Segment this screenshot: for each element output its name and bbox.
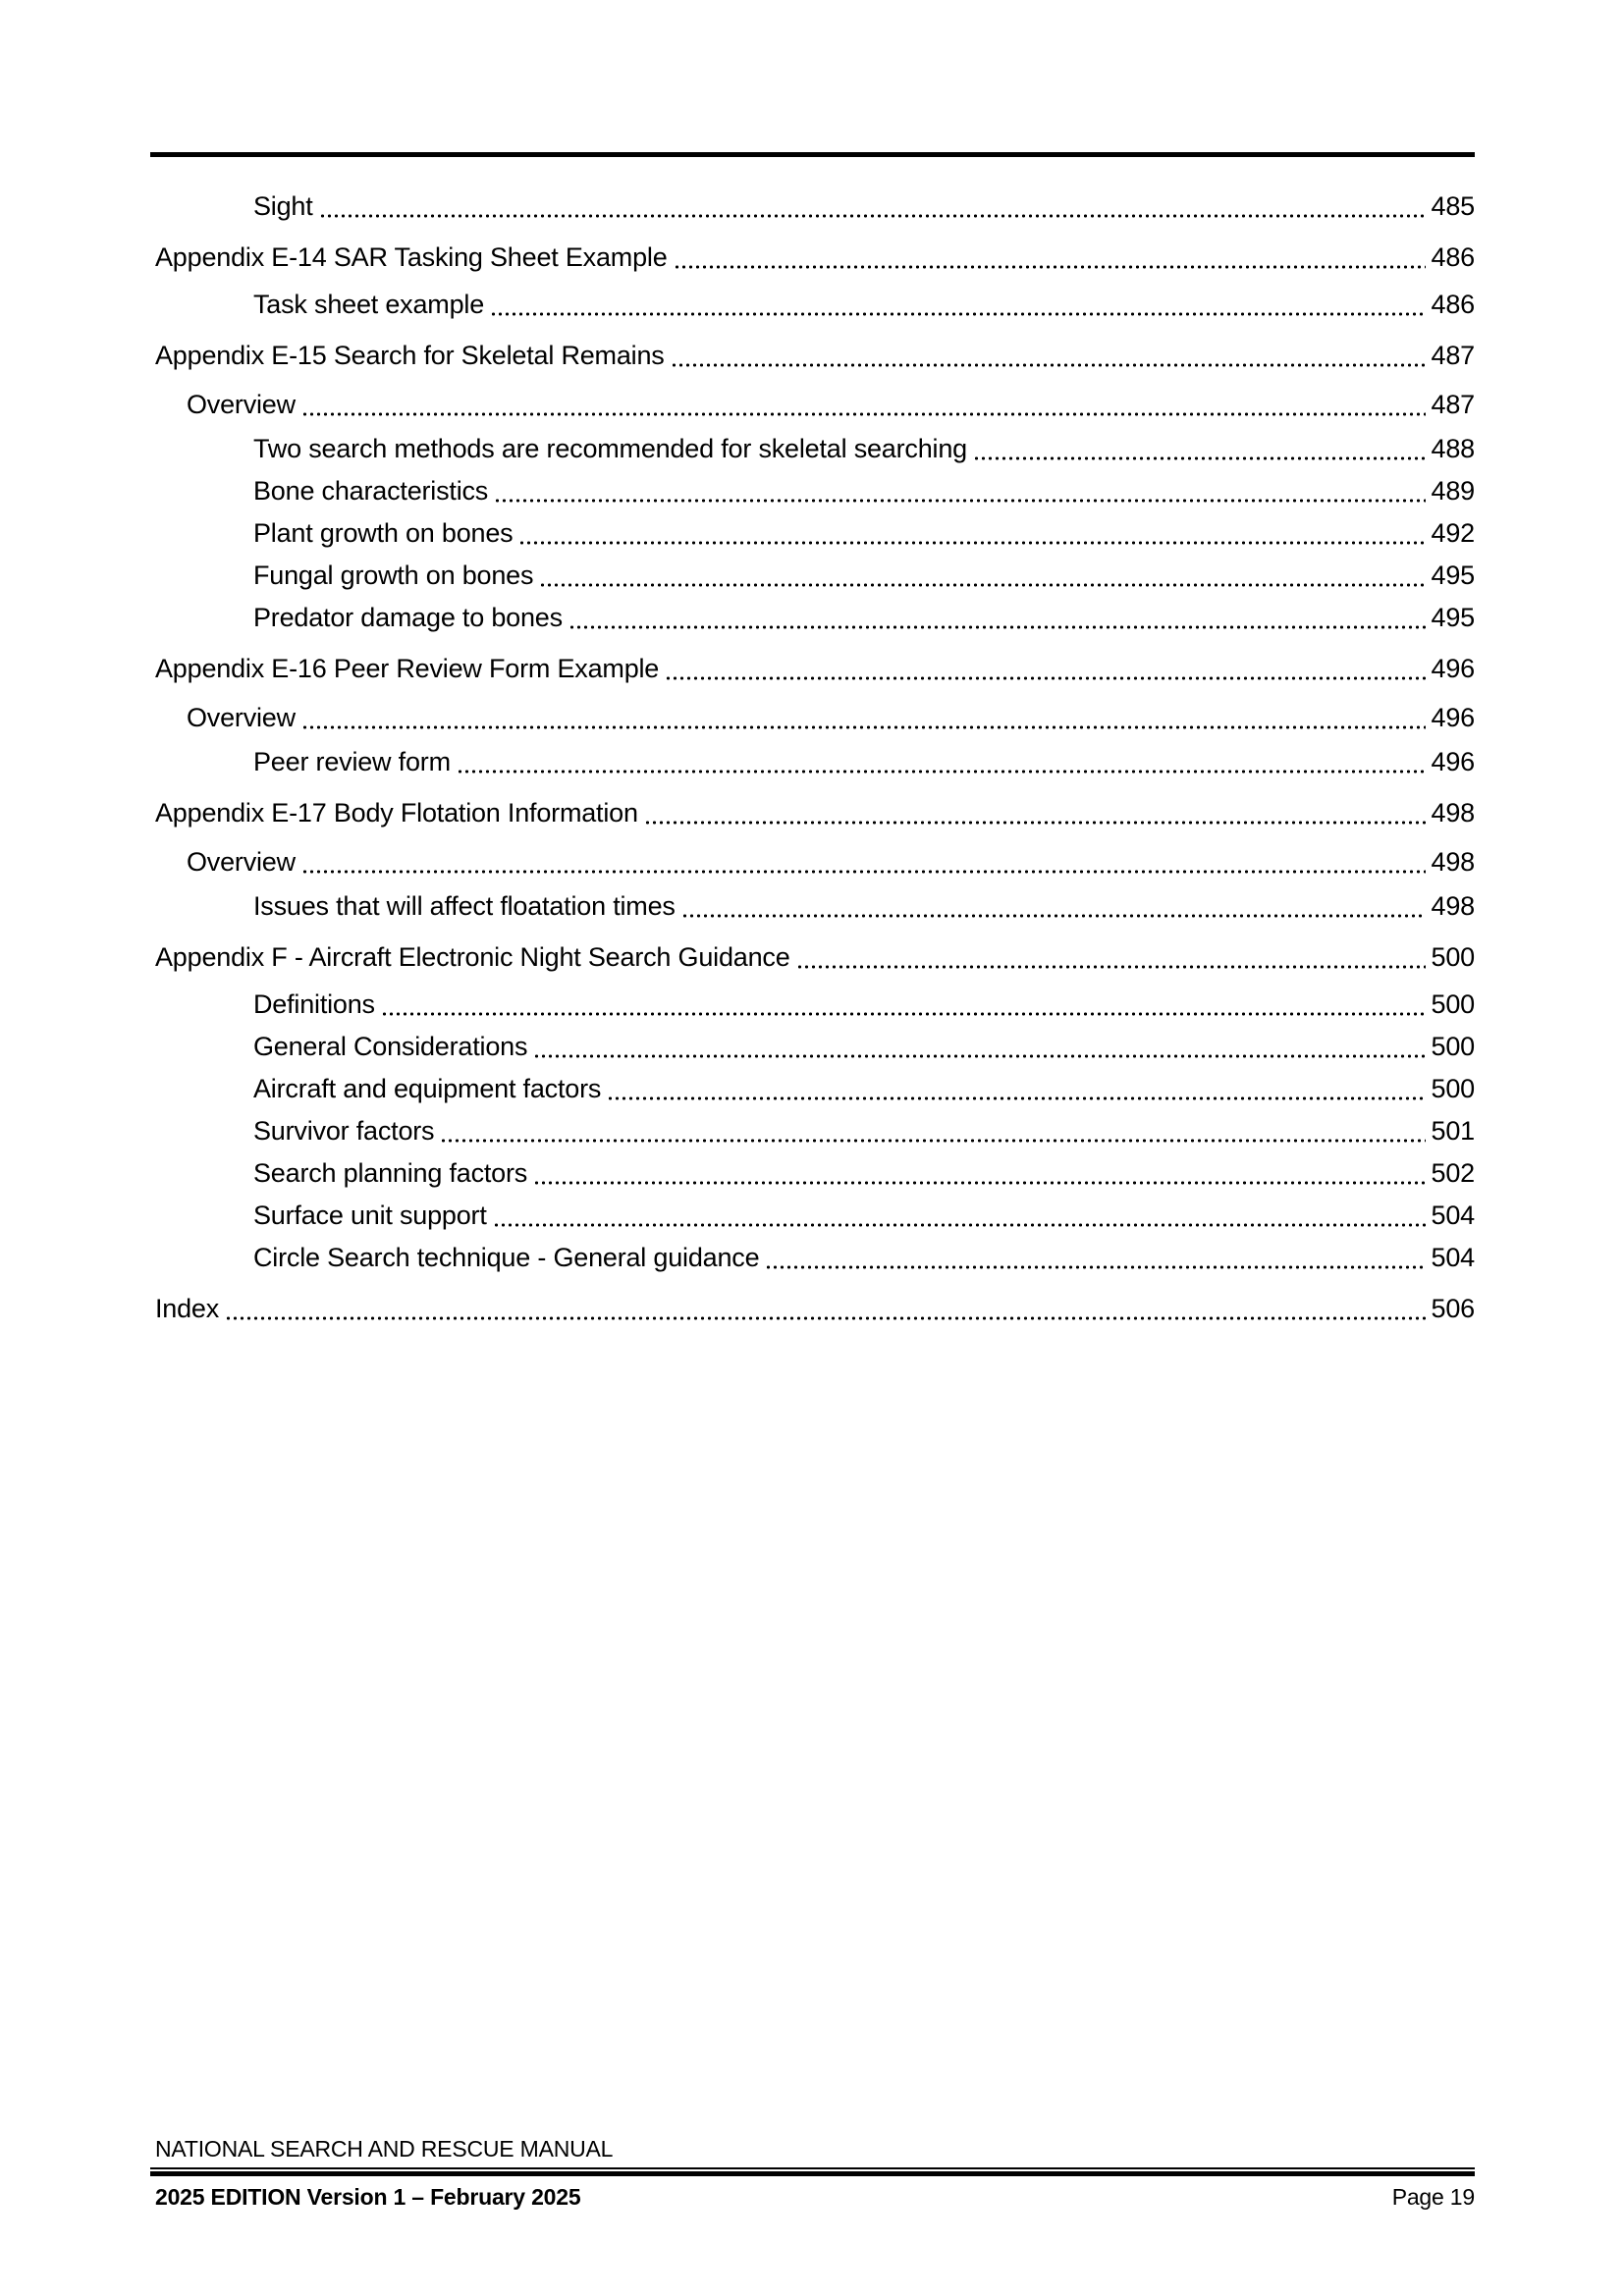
toc-entry[interactable]: [155, 1110, 1475, 1152]
toc-entry-page: 498: [1431, 847, 1475, 877]
toc-entry-title: Predator damage to bones: [253, 603, 563, 632]
dot-leader: [301, 718, 1426, 729]
toc-entry-page: 495: [1431, 561, 1475, 590]
dot-leader: [493, 1215, 1426, 1227]
toc-entry-title: Issues that will affect floatation times: [253, 891, 676, 921]
toc-entry-page: 500: [1431, 1074, 1475, 1103]
dot-leader: [457, 762, 1426, 774]
toc-entry[interactable]: [155, 428, 1475, 470]
toc-entry-title: Fungal growth on bones: [253, 561, 534, 590]
dot-leader: [319, 206, 1426, 218]
dot-leader: [225, 1308, 1425, 1320]
toc-entry-page: 500: [1431, 989, 1475, 1019]
dot-leader: [539, 575, 1425, 587]
toc-entry[interactable]: [155, 186, 1475, 228]
toc-entry-page: 504: [1431, 1243, 1475, 1272]
toc-entry[interactable]: [155, 470, 1475, 512]
footer-rule-thin: [150, 2167, 1475, 2169]
dot-leader: [674, 257, 1426, 269]
toc-entry[interactable]: [155, 1026, 1475, 1068]
toc-entry-title: Overview: [187, 847, 296, 877]
toc-entry-page: 500: [1431, 1032, 1475, 1061]
toc-entry-title: Circle Search technique - General guidance: [253, 1243, 760, 1272]
toc-entry[interactable]: [155, 512, 1475, 555]
toc-entry-title: Index: [155, 1294, 220, 1323]
toc-entry-title: Survivor factors: [253, 1116, 435, 1146]
dot-leader: [644, 813, 1426, 825]
toc-entry-title: Overview: [187, 390, 296, 419]
toc-entry-title: Appendix E-16 Peer Review Form Example: [155, 654, 660, 683]
toc-entry[interactable]: [155, 237, 1475, 279]
toc-entry-page: 496: [1431, 703, 1475, 732]
toc-entry[interactable]: [155, 984, 1475, 1026]
dot-leader: [381, 1004, 1426, 1016]
dot-leader: [796, 957, 1426, 969]
footer-page-number: Page 19: [1391, 2184, 1475, 2210]
toc-entry-page: 488: [1431, 434, 1475, 463]
toc-entry-title: Appendix F - Aircraft Electronic Night Search Guidance: [155, 942, 790, 972]
toc-entry-page: 498: [1431, 891, 1475, 921]
toc-entry-title: Appendix E-14 SAR Tasking Sheet Example: [155, 242, 668, 272]
toc-entry[interactable]: [155, 597, 1475, 639]
toc-entry-title: General Considerations: [253, 1032, 528, 1061]
toc-entry-page: 485: [1431, 191, 1475, 221]
dot-leader: [533, 1173, 1425, 1185]
toc-entry[interactable]: [155, 648, 1475, 690]
toc-entry[interactable]: [155, 741, 1475, 783]
toc-entry-page: 498: [1431, 798, 1475, 828]
dot-leader: [765, 1257, 1425, 1269]
toc-entry-title: Sight: [253, 191, 313, 221]
toc-entry[interactable]: [155, 885, 1475, 928]
dot-leader: [301, 862, 1426, 874]
dot-leader: [973, 449, 1426, 460]
dot-leader: [568, 617, 1426, 629]
toc-entry-title: Search planning factors: [253, 1158, 528, 1188]
toc-entry[interactable]: [155, 936, 1475, 979]
toc-entry[interactable]: [155, 284, 1475, 326]
toc-entry-page: 487: [1431, 341, 1475, 370]
toc-entry-title: Definitions: [253, 989, 375, 1019]
toc-entry-page: 501: [1431, 1116, 1475, 1146]
toc-entry-title: Two search methods are recommended for skeletal searching: [253, 434, 967, 463]
toc-entry-page: 496: [1431, 654, 1475, 683]
toc-entry[interactable]: [155, 1068, 1475, 1110]
toc-entry-page: 500: [1431, 942, 1475, 972]
toc-entry-page: 487: [1431, 390, 1475, 419]
dot-leader: [301, 404, 1426, 416]
toc-entry-title: Task sheet example: [253, 290, 485, 319]
toc-entry-title: Peer review form: [253, 747, 451, 776]
toc-entry-page: 506: [1431, 1294, 1475, 1323]
toc-entry-page: 502: [1431, 1158, 1475, 1188]
dot-leader: [607, 1089, 1425, 1100]
toc-entry[interactable]: [155, 1237, 1475, 1279]
toc-entry[interactable]: [155, 792, 1475, 834]
toc-entry[interactable]: [155, 1195, 1475, 1237]
page-footer: [150, 2136, 1475, 2211]
footer-manual-title: NATIONAL SEARCH AND RESCUE MANUAL: [155, 2136, 614, 2162]
dot-leader: [494, 491, 1425, 503]
toc-entry-title: Surface unit support: [253, 1201, 487, 1230]
toc-entry-page: 496: [1431, 747, 1475, 776]
toc-entry-title: Appendix E-17 Body Flotation Information: [155, 798, 638, 828]
dot-leader: [533, 1046, 1425, 1058]
toc-entry-page: 492: [1431, 518, 1475, 548]
dot-leader: [671, 355, 1426, 367]
dot-leader: [518, 533, 1425, 545]
toc-entry[interactable]: [155, 384, 1475, 426]
toc-entry-title: Plant growth on bones: [253, 518, 514, 548]
dot-leader: [665, 668, 1425, 680]
dot-leader: [440, 1131, 1425, 1143]
toc-entry[interactable]: [155, 1288, 1475, 1330]
toc-entry[interactable]: [155, 841, 1475, 883]
toc-entry-page: 495: [1431, 603, 1475, 632]
toc-entry-page: 486: [1431, 290, 1475, 319]
toc-entry[interactable]: [155, 1152, 1475, 1195]
footer-rule-thick: [150, 2171, 1475, 2176]
toc-entry-title: Appendix E-15 Search for Skeletal Remains: [155, 341, 665, 370]
toc-entry[interactable]: [155, 555, 1475, 597]
toc-entry-page: 504: [1431, 1201, 1475, 1230]
toc-list: [155, 186, 1475, 1335]
toc-entry-title: Overview: [187, 703, 296, 732]
toc-entry-title: Bone characteristics: [253, 476, 489, 506]
footer-info-row: [150, 2184, 1475, 2211]
toc-entry-page: 486: [1431, 242, 1475, 272]
toc-entry[interactable]: [155, 335, 1475, 377]
dot-leader: [490, 304, 1426, 316]
toc-entry-title: Aircraft and equipment factors: [253, 1074, 602, 1103]
header-rule: [150, 152, 1475, 157]
toc-entry-page: 489: [1431, 476, 1475, 506]
dot-leader: [681, 906, 1426, 918]
toc-entry[interactable]: [155, 697, 1475, 739]
footer-edition: 2025 EDITION Version 1 – February 2025: [155, 2184, 581, 2210]
